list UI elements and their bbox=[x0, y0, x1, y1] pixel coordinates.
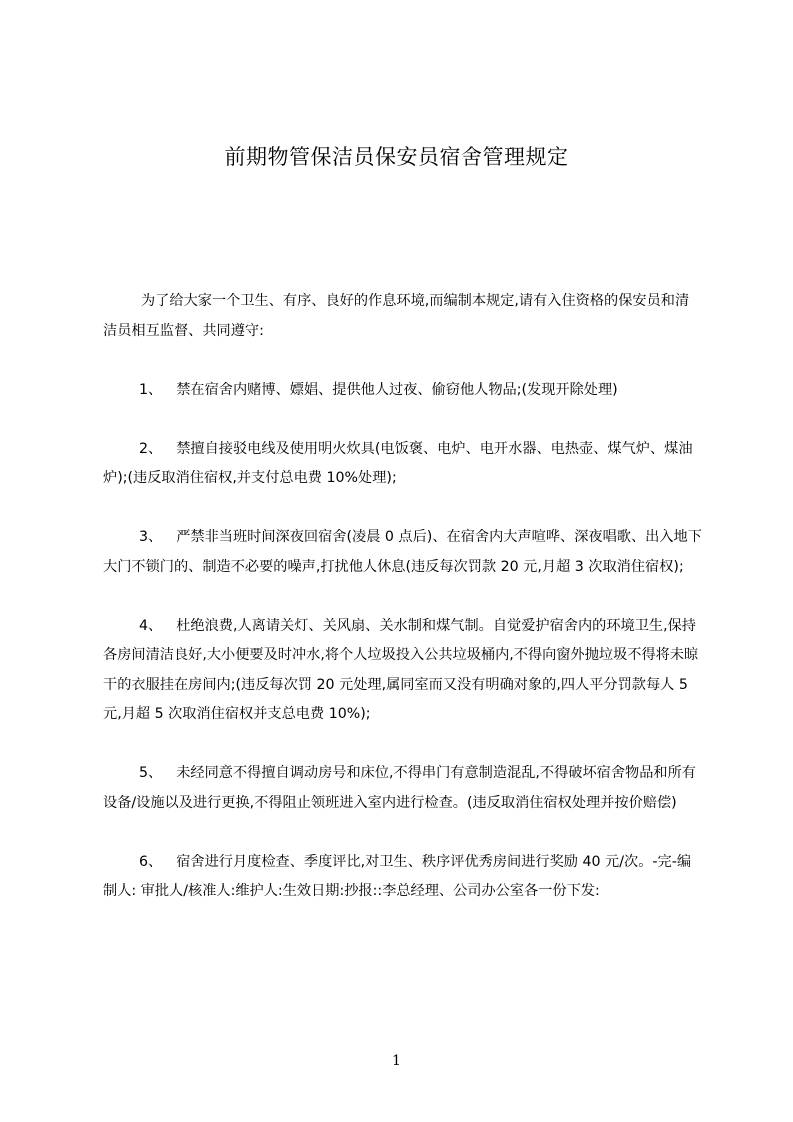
rule-item-4 bbox=[103, 612, 703, 730]
rule-text: 未经同意不得擅自调动房号和床位,不得串门有意制造混乱,不得破坏宿舍物品和所有设备/设施以及进行更换,不得阻止领班进入室内进行检查。(违反取消住宿权处理并按价赔偿) bbox=[103, 765, 696, 811]
rule-item-1 bbox=[103, 376, 703, 406]
rule-number: 6、 bbox=[139, 853, 163, 870]
document-title: 前期物管保洁员保安员宿舍管理规定 bbox=[224, 145, 569, 169]
rule-number: 2、 bbox=[139, 440, 163, 457]
rule-item-6 bbox=[103, 848, 703, 907]
rule-item-3 bbox=[103, 523, 703, 582]
rule-text: 禁在宿舍内赌博、嫖娼、提供他人过夜、偷窃他人物品;(发现开除处理) bbox=[176, 381, 618, 398]
rule-item-5 bbox=[103, 759, 703, 818]
rule-text: 禁擅自接驳电线及使用明火炊具(电饭褒、电炉、电开水器、电热壶、煤气炉、煤油炉);(违反取消住宿权,并支付总电费 10%处理); bbox=[103, 440, 693, 486]
rule-item-2 bbox=[103, 435, 703, 494]
rule-number: 1、 bbox=[139, 381, 163, 398]
page-number: 1 bbox=[392, 1053, 401, 1069]
rule-text: 严禁非当班时间深夜回宿舍(凌晨 0 点后)、在宿舍内大声喧哗、深夜唱歌、出入地下大门不锁门的、制造不必要的噪声,打扰他人休息(违反每次罚款 20 元,月超 3 次取消住宿权); bbox=[103, 529, 702, 575]
rule-text: 杜绝浪费,人离请关灯、关风扇、关水制和煤气制。自觉爱护宿舍内的环境卫生,保持各房间清洁良好,大小便要及时冲水,将个人垃圾投入公共垃圾桶内,不得向窗外抛垃圾不得将未晾干的衣服挂在房间内;(违反每次罚 20 元处理,属同室而又没有明确对象的,四人平分罚款每人 5 元,月超 5 次取消住宿权并支总电费 10%); bbox=[103, 617, 699, 722]
rule-text: 宿舍进行月度检查、季度评比,对卫生、秩序评优秀房间进行奖励 40 元/次。-完-编制人: 审批人/核准人:维护人:生效日期:抄报::李总经理、公司办公室各一份下发: bbox=[103, 853, 692, 899]
rule-number: 3、 bbox=[139, 529, 163, 545]
intro-paragraph: 为了给大家一个卫生、有序、良好的作息环境,而编制本规定,请有入住资格的保安员和清洁员相互监督、共同遵守: bbox=[103, 293, 690, 339]
document-body bbox=[103, 287, 703, 907]
rule-number: 5、 bbox=[139, 765, 163, 781]
rule-number: 4、 bbox=[139, 617, 163, 634]
